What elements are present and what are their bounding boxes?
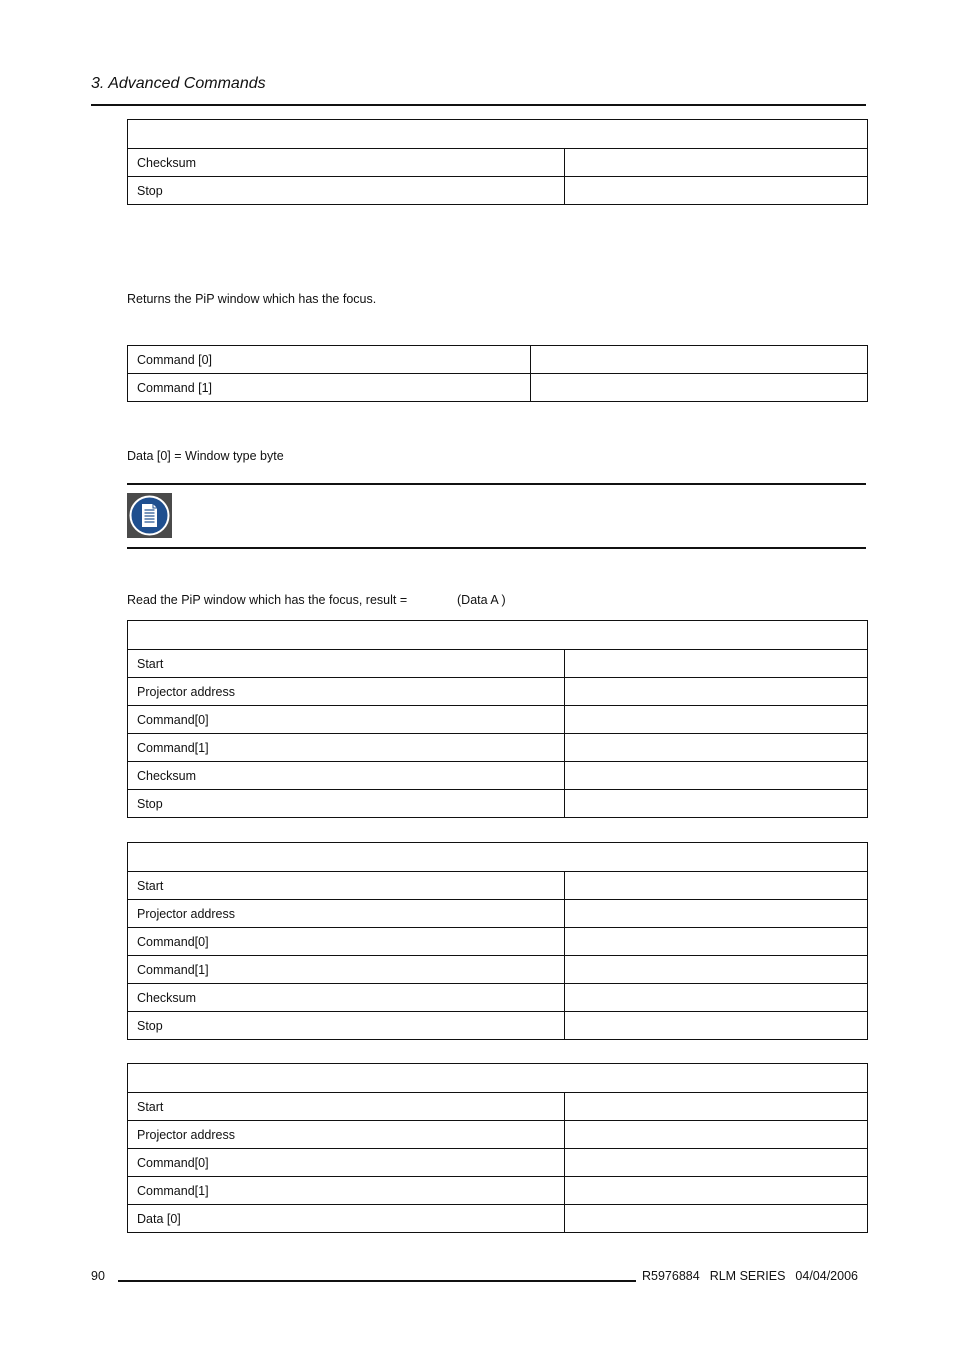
header-divider: [91, 104, 866, 106]
command-table: [127, 345, 868, 402]
table-cell-label: Stop: [128, 1012, 565, 1040]
protocol-table-c: [127, 1063, 868, 1233]
table-cell-label: Command[1]: [128, 734, 565, 762]
table-cell-value: [565, 900, 868, 928]
table-cell-label: Command[0]: [128, 1149, 565, 1177]
table-cell-value: [565, 149, 868, 177]
table-row: [128, 790, 868, 818]
table-cell-label: Command[1]: [128, 956, 565, 984]
continuation-table: [127, 119, 868, 205]
description-text: Returns the PiP window which has the focus.: [127, 292, 377, 306]
doc-code: R5976884: [642, 1269, 700, 1283]
table-cell-value: [565, 872, 868, 900]
table-cell-value: [565, 928, 868, 956]
table-row: [128, 900, 868, 928]
data-description: Data [0] = Window type byte: [127, 449, 284, 463]
example-text: Read the PiP window which has the focus, result =: [127, 593, 408, 607]
table-row: [128, 1093, 868, 1121]
table-row: [128, 346, 868, 374]
table-row: [128, 1177, 868, 1205]
example-suffix: (Data A ): [457, 593, 506, 607]
table-cell-label: Command[0]: [128, 928, 565, 956]
table-cell-value: [531, 346, 868, 374]
section-title: 3. Advanced Commands: [91, 75, 266, 92]
table-cell-value: [565, 678, 868, 706]
table-cell-label: Start: [128, 650, 565, 678]
table-cell-value: [565, 984, 868, 1012]
table-title-row: [128, 120, 868, 149]
table-cell-label: Command[1]: [128, 1177, 565, 1205]
table-cell-value: [531, 374, 868, 402]
doc-date: 04/04/2006: [795, 1269, 858, 1283]
table-row: [128, 734, 868, 762]
table-cell-label: Checksum: [128, 984, 565, 1012]
table-cell-value: [565, 1177, 868, 1205]
table-row: [128, 984, 868, 1012]
table-cell-label: Projector address: [128, 678, 565, 706]
table-row: [128, 762, 868, 790]
protocol-table-b: [127, 842, 868, 1040]
table-cell-value: [565, 790, 868, 818]
note-bottom-rule: [127, 547, 866, 549]
table-row: [128, 872, 868, 900]
table-cell-label: Stop: [128, 177, 565, 205]
table-row: [128, 149, 868, 177]
table-cell-label: Start: [128, 872, 565, 900]
table-cell-label: Checksum: [128, 149, 565, 177]
table-cell-label: Command [1]: [128, 374, 531, 402]
table-row: [128, 1121, 868, 1149]
table-cell-label: Checksum: [128, 762, 565, 790]
table-title-row: [128, 621, 868, 650]
footer-doc-info: [642, 1269, 858, 1283]
table-row: [128, 177, 868, 205]
doc-series: RLM SERIES: [709, 1269, 786, 1283]
table-cell-label: Command [0]: [128, 346, 531, 374]
table-row: [128, 374, 868, 402]
table-row: [128, 650, 868, 678]
table-cell-value: [565, 177, 868, 205]
table-cell-value: [565, 706, 868, 734]
table-cell-value: [565, 1121, 868, 1149]
table-cell-value: [565, 762, 868, 790]
table-cell-value: [565, 1205, 868, 1233]
table-cell-label: Projector address: [128, 1121, 565, 1149]
note-top-rule: [127, 483, 866, 485]
table-row: [128, 1205, 868, 1233]
footer-divider: [118, 1280, 636, 1282]
table-cell-label: Stop: [128, 790, 565, 818]
table-cell-value: [565, 1012, 868, 1040]
table-cell-value: [565, 1093, 868, 1121]
table-row: [128, 1012, 868, 1040]
table-cell-value: [565, 1149, 868, 1177]
document-note-icon: [127, 493, 172, 538]
table-cell-label: Projector address: [128, 900, 565, 928]
page-number: 90: [91, 1269, 105, 1283]
table-cell-label: Command[0]: [128, 706, 565, 734]
table-row: [128, 956, 868, 984]
table-cell-value: [565, 734, 868, 762]
protocol-table-a: [127, 620, 868, 818]
table-row: [128, 706, 868, 734]
table-cell-value: [565, 956, 868, 984]
table-title-row: [128, 1064, 868, 1093]
table-row: [128, 678, 868, 706]
table-title-row: [128, 843, 868, 872]
table-cell-label: Data [0]: [128, 1205, 565, 1233]
table-cell-value: [565, 650, 868, 678]
table-row: [128, 928, 868, 956]
table-row: [128, 1149, 868, 1177]
table-cell-label: Start: [128, 1093, 565, 1121]
